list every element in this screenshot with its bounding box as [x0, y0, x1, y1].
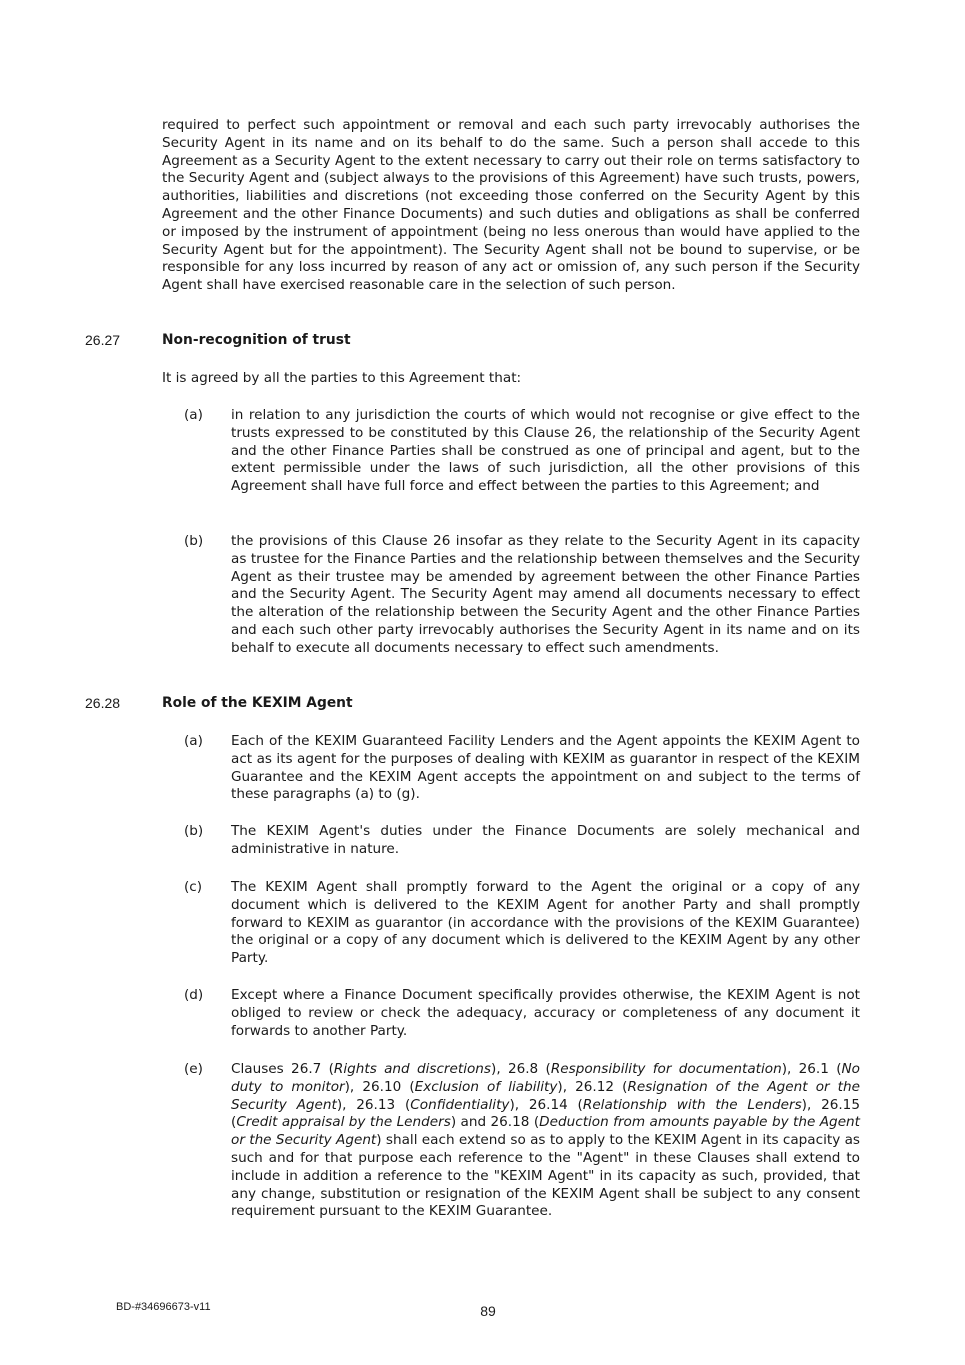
section-number-26-27: 26.27 [85, 332, 121, 348]
item-label-2628-a: (a) [184, 733, 203, 749]
section-title-kexim-agent: Role of the KEXIM Agent [162, 695, 353, 711]
item-text-2628-a: Each of the KEXIM Guaranteed Facility Lenders and the Agent appoints the KEXIM Agent to act as its agent for the purposes of dealing with KEXIM as guarantor in respect of the KEXIM Guarantee and the KEXIM Agent accepts the appointment on and subject to the terms of these paragraphs (a) to (g). [231, 733, 860, 803]
item-label-2628-c: (c) [184, 879, 203, 895]
item-text-2628-b: The KEXIM Agent's duties under the Finance Documents are solely mechanical and administrative in nature. [231, 823, 860, 857]
item-text-2627-a: in relation to any jurisdiction the courts of which would not recognise or give effect to the trusts expressed to be constituted by this Clause 26, the relationship of the Security Agent and the other Finance Parties shall be construed as one of principal and agent, but to the extent permissible under the laws of such jurisdiction, all the other provisions of this Agreement shall have full force and effect between the parties to this Agreement; and [231, 407, 860, 495]
page-number: 89 [480, 1303, 496, 1319]
section-intro-text: It is agreed by all the parties to this Agreement that: [162, 370, 522, 386]
item-text-2628-d: Except where a Finance Document specifically provides otherwise, the KEXIM Agent is not obliged to review or check the adequacy, accuracy or completeness of any document it forwards to another Party. [231, 987, 860, 1039]
footer-doc-ref: BD-#34696673-v11 [116, 1301, 211, 1313]
item-label-2627-a: (a) [184, 407, 203, 423]
item-text-2627-b: the provisions of this Clause 26 insofar as they relate to the Security Agent in its capacity as trustee for the Finance Parties and the relationship between themselves and the Security Agent as their trustee may be amended by agreement between the other Finance Parties and the Security Agent. The Security Agent may amend all documents necessary to effect the alteration of the relationship between the Security Agent and the other Finance Parties and each such other party irrevocably authorises the Security Agent in its name and on its behalf to execute all documents necessary to effect such amendments. [231, 533, 860, 656]
intro-paragraph: required to perfect such appointment or removal and each such party irrevocably authorises the Security Agent in its name and on its behalf to do the same. Such a person shall accede to this Agreement as a Security Agent to the extent necessary to carry out their role on terms satisfactory to the Security Agent and (subject always to the provisions of this Agreement) have such trusts, powers, authorities, liabilities and discretions (not exceeding those conferred on the Security Agent by this Agreement and the other Finance Documents) and such duties and obligations as shall be conferred or imposed by the instrument of appointment (being no less onerous than would have applied to the Security Agent but for the appointment). The Security Agent shall not be bound to supervise, or be responsible for any loss incurred by reason of any act or omission of, any such person if the Security Agent shall have exercised reasonable care in the selection of such person. [162, 117, 860, 294]
item-label-2627-b: (b) [184, 533, 204, 549]
item-label-2628-e: (e) [184, 1061, 203, 1077]
section-number-26-28: 26.28 [85, 695, 121, 711]
section-title-non-recognition: Non-recognition of trust [162, 332, 351, 348]
item-text-2628-c: The KEXIM Agent shall promptly forward to the Agent the original or a copy of any document which is delivered to the KEXIM Agent for another Party and shall promptly forward to KEXIM as guarantor (in accordance with the provisions of the KEXIM Guarantee) the original or a copy of any document which is delivered to the KEXIM Agent by any other Party. [231, 879, 860, 967]
item-label-2628-b: (b) [184, 823, 204, 839]
item-text-2628-e: Clauses 26.7 (Rights and discretions), 26.8 (Responsibility for documentation), 26.1 (No duty to monitor), 26.10 (Exclusion of liability), 26.12 (Resignation of the Agent or the Security Agent), 26.13 (Confidentiality), 26.14 (Relationship with the Lenders), 26.15 (Credit appraisal by the Lenders) and 26.18 (Deduction from amounts payable by the Agent or the Security Agent) shall each extend so as to apply to the KEXIM Agent in its capacity as such and for that purpose each reference to the "Agent" in these Clauses shall extend to include in addition a reference to the "KEXIM Agent" in its capacity as such, provided, that any change, substitution or resignation of the KEXIM Agent shall be subject to any consent requirement pursuant to the KEXIM Guarantee. [231, 1061, 860, 1220]
item-label-2628-d: (d) [184, 987, 204, 1003]
